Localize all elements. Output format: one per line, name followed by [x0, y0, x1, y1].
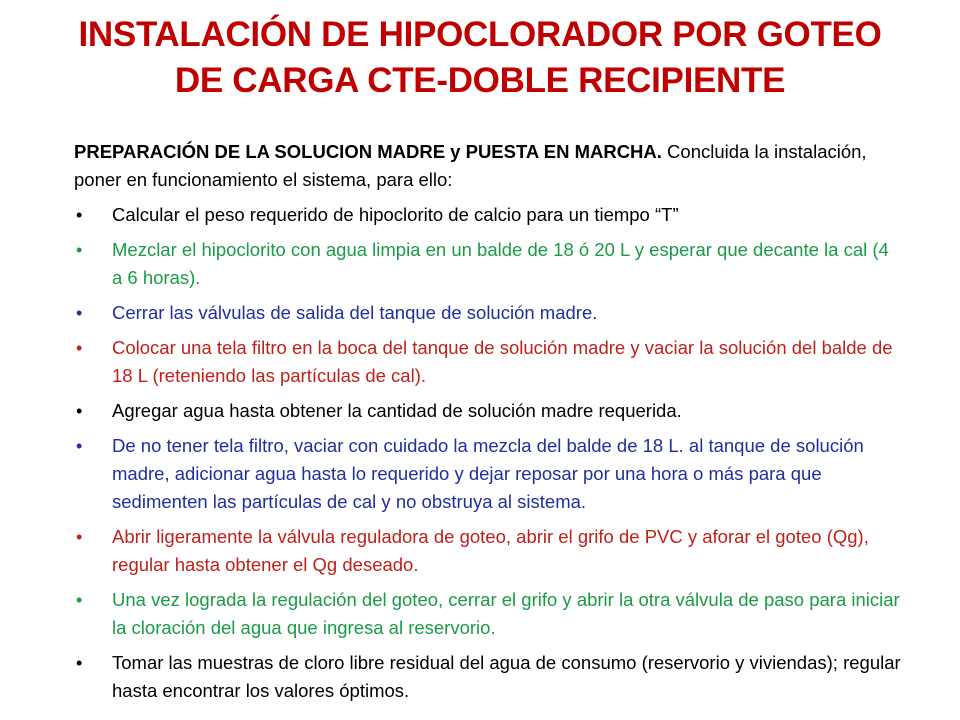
- list-item: [74, 432, 904, 516]
- bullet-icon: •: [76, 240, 83, 260]
- intro-text: Concluida la instalación, poner en funcionamiento el sistema, para ello:: [74, 141, 867, 190]
- list-item-text: Tomar las muestras de cloro libre residual del agua de consumo (reservorio y viviendas); regular hasta encontrar los valores óptimos.: [112, 652, 901, 701]
- bullet-icon: •: [76, 338, 83, 358]
- list-item: [74, 201, 904, 229]
- list-item: [74, 523, 904, 579]
- bullet-icon: •: [76, 527, 83, 547]
- bullet-icon: •: [76, 303, 83, 323]
- list-item-text: Cerrar las válvulas de salida del tanque de solución madre.: [112, 302, 598, 323]
- list-item-text: Una vez lograda la regulación del goteo, cerrar el grifo y abrir la otra válvula de paso para iniciar la cloración del agua que ingresa al reservorio.: [112, 589, 900, 638]
- list-item: [74, 649, 904, 705]
- list-item-text: Colocar una tela filtro en la boca del tanque de solución madre y vaciar la solución del balde de 18 L (reteniendo las partículas de cal).: [112, 337, 893, 386]
- steps-list: [74, 201, 904, 705]
- list-item-text: Abrir ligeramente la válvula reguladora de goteo, abrir el grifo de PVC y aforar el goteo (Qg), regular hasta obtener el Qg deseado.: [112, 526, 869, 575]
- list-item-text: Calcular el peso requerido de hipoclorito de calcio para un tiempo “T”: [112, 204, 679, 225]
- list-item-text: Agregar agua hasta obtener la cantidad de solución madre requerida.: [112, 400, 682, 421]
- slide-body: [74, 138, 904, 712]
- bullet-icon: •: [76, 205, 83, 225]
- intro-heading: PREPARACIÓN DE LA SOLUCION MADRE y PUESTA EN MARCHA.: [74, 141, 662, 162]
- list-item-text: Mezclar el hipoclorito con agua limpia en un balde de 18 ó 20 L y esperar que decante la cal (4 a 6 horas).: [112, 239, 889, 288]
- list-item: [74, 299, 904, 327]
- bullet-icon: •: [76, 653, 83, 673]
- page-title: [40, 12, 920, 104]
- bullet-icon: •: [76, 401, 83, 421]
- bullet-icon: •: [76, 436, 83, 456]
- list-item: [74, 334, 904, 390]
- bullet-icon: •: [76, 590, 83, 610]
- title-line-1: INSTALACIÓN DE HIPOCLORADOR POR GOTEO: [78, 15, 882, 54]
- title-line-2: DE CARGA CTE-DOBLE RECIPIENTE: [174, 61, 786, 100]
- list-item: [74, 397, 904, 425]
- list-item: [74, 586, 904, 642]
- list-item-text: De no tener tela filtro, vaciar con cuidado la mezcla del balde de 18 L. al tanque de solución madre, adicionar agua hasta lo requerido y dejar reposar por una hora o más para que sedimenten las partículas de cal y no obstruya al sistema.: [112, 435, 864, 512]
- intro-paragraph: [74, 138, 904, 194]
- list-item: [74, 236, 904, 292]
